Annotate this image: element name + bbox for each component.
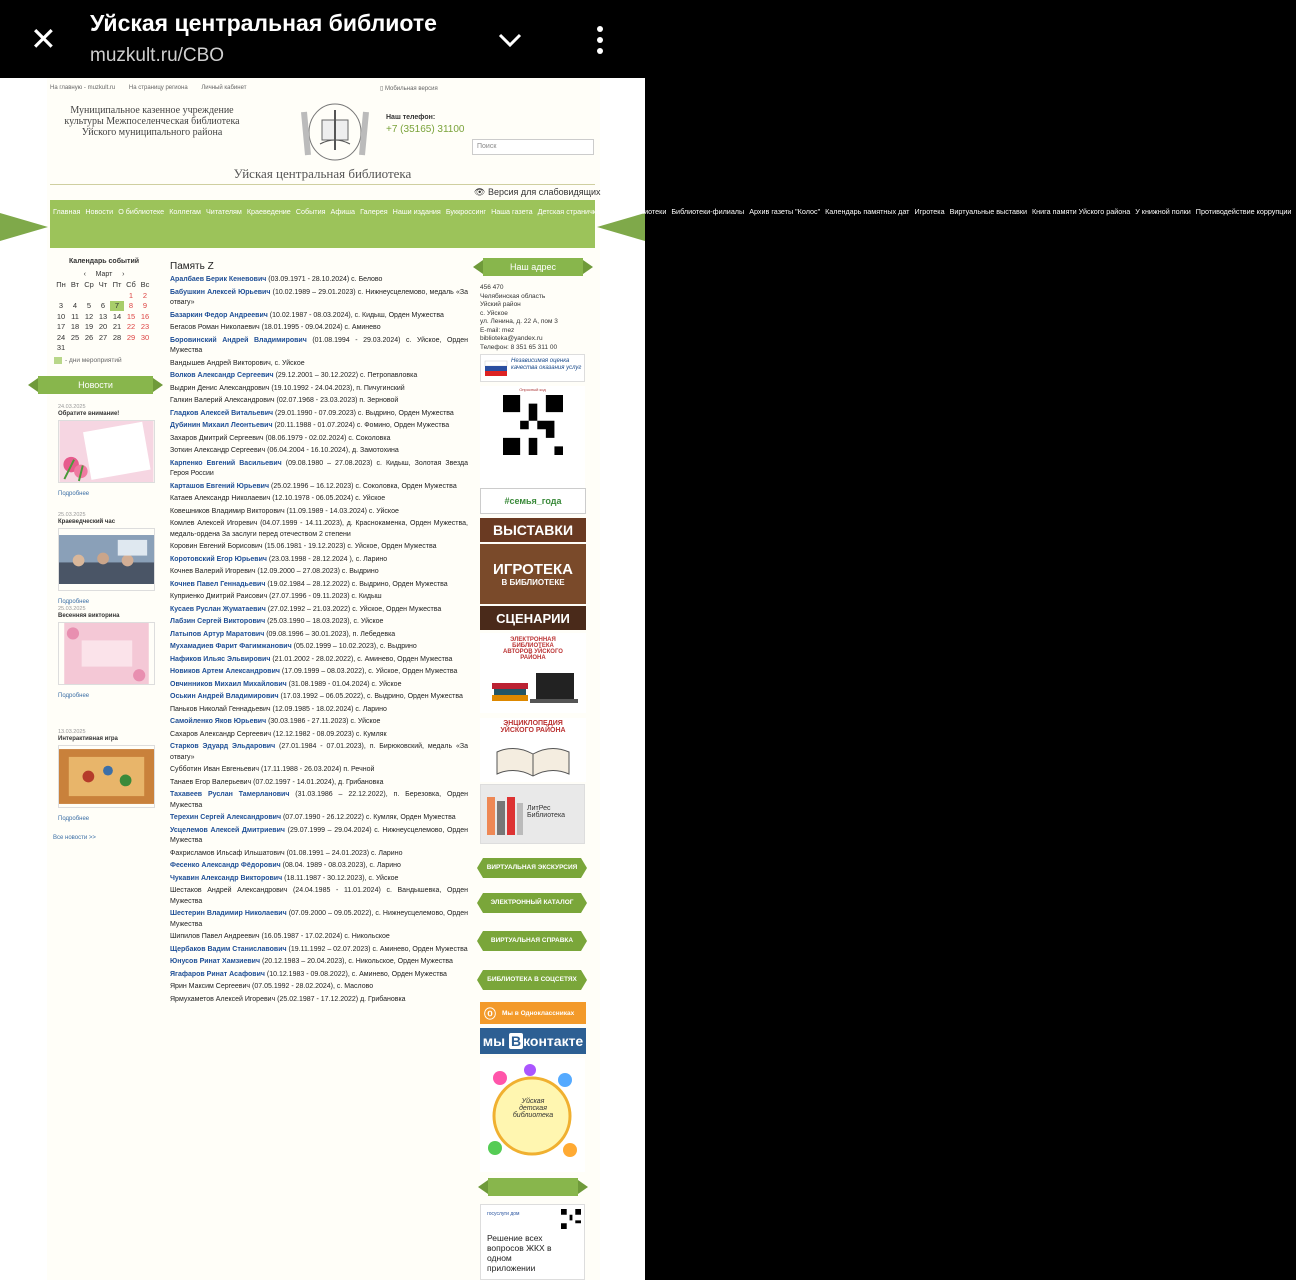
entry-details: Субботин Иван Евгеньевич (17.11.1988 - 26.03.2024) п. Речной: [170, 766, 375, 773]
person-link[interactable]: Старков Эдуард Эльдарович: [170, 743, 276, 750]
entry-details: (23.03.1998 - 28.12.2024 ), с. Ларино: [266, 555, 388, 563]
memorial-entry: [170, 519, 468, 540]
entry-details: Захаров Дмитрий Сергеевич (08.06.1979 - 02.02.2024) с. Соколовка: [170, 434, 391, 442]
entry-details: Шестаков Андрей Александрович (24.04.1985 - 11.01.2024) с. Вандышевка, Орден Мужества: [170, 887, 468, 905]
person-link[interactable]: Лабзин Сергей Викторович: [170, 618, 266, 625]
link-muzkult[interactable]: На главную - muzkult.ru: [50, 85, 116, 91]
person-link[interactable]: Усцелемов Алексей Дмитриевич: [170, 826, 285, 834]
memorial-entry: [170, 861, 468, 872]
calendar-day[interactable]: 2: [142, 290, 148, 300]
entry-details: (17.09.1999 – 08.03.2022), с. Уйское, Орден Мужества: [279, 668, 458, 675]
vk-banner[interactable]: мы В контакте: [480, 1028, 586, 1054]
person-link[interactable]: Дубинин Михаил Леонтьевич: [170, 422, 273, 429]
calendar-weekday: Ср: [84, 280, 94, 289]
entry-details: Сахаров Александр Сергеевич (12.12.1982 - 08.09.2023) с. Кумляк: [170, 730, 387, 738]
news-image-class[interactable]: [58, 528, 155, 591]
link-cabinet[interactable]: Личный кабинет: [201, 85, 247, 91]
calendar-month[interactable]: ‹ Март ›: [83, 271, 125, 278]
calendar-day[interactable]: 23: [140, 322, 150, 331]
calendar-day[interactable]: 30: [140, 332, 150, 342]
memorial-entry: [170, 778, 468, 789]
memorial-entry: [170, 630, 468, 641]
calendar-day[interactable]: 13: [98, 311, 108, 321]
entry-details: (25.02.1996 – 16.12.2023) с. Соколовка, Орден Мужества: [269, 482, 457, 490]
entry-details: Фахрисламов Ильсаф Ильшатович (01.08.1991 – 24.01.2023) с. Ларино: [170, 849, 403, 857]
memorial-entry: [170, 580, 468, 591]
person-link[interactable]: Кочнев Павел Геннадьевич: [170, 580, 266, 588]
nav-item[interactable]: Детская страничка: [537, 207, 601, 216]
memorial-entry: [170, 957, 468, 968]
nav-item[interactable]: Афиша: [330, 207, 356, 216]
calendar-day[interactable]: 5: [86, 301, 92, 310]
close-icon[interactable]: ✕: [30, 21, 57, 57]
gosuslugi-banner[interactable]: госуслуги дом Решение всех вопросов ЖКХ в одном приложении: [480, 1204, 585, 1280]
memorial-entry: [170, 813, 468, 824]
calendar-day[interactable]: 14: [112, 311, 122, 321]
memorial-entry: [170, 359, 468, 370]
person-link[interactable]: Карпенко Евгений Васильевич: [170, 459, 282, 467]
memorial-entry: [170, 742, 468, 763]
entry-details: (21.01.2002 - 28.02.2022), с. Аминево, Орден Мужества: [270, 655, 453, 663]
entry-details: (30.03.1986 - 27.11.2023) с. Уйское: [266, 718, 381, 725]
calendar-day[interactable]: 19: [84, 322, 94, 331]
memorial-entry: [170, 717, 468, 728]
entry-details: Галкин Валерий Александрович (02.07.1968 - 23.03.2023) п. Зерновой: [170, 397, 399, 404]
mobile-version-link[interactable]: ▯ Мобильная версия: [380, 86, 438, 92]
person-link[interactable]: Юнусов Ринат Хамзиевич: [170, 958, 261, 965]
encyclopedia-banner[interactable]: ЭНЦИКЛОПЕДИЯ УЙСКОГО РАЙОНА: [480, 718, 586, 782]
memorial-entry: [170, 567, 468, 578]
entry-details: Ярмухаметов Алексей Игоревич (25.02.1987 - 17.12.2022) д. Грибановка: [170, 995, 406, 1003]
chevron-down-icon[interactable]: [497, 27, 523, 53]
calendar-day[interactable]: 26: [84, 332, 94, 342]
person-link[interactable]: Тахавеев Руслан Тамерланович: [170, 791, 290, 798]
calendar-day[interactable]: 11: [71, 311, 79, 321]
memorial-entry: [170, 705, 468, 716]
calendar-weekday: Пн: [56, 280, 66, 289]
calendar-day: [68, 291, 82, 301]
entry-details: (18.11.1987 - 30.12.2023), с. Уйское: [282, 874, 399, 882]
entry-details: (08.04. 1989 - 08.03.2023), с. Ларино: [280, 862, 401, 869]
news-image-game[interactable]: [58, 745, 155, 808]
browser-toolbar: [0, 0, 645, 78]
entry-details: (17.03.1992 – 06.05.2022), с. Выдрино, Орден Мужества: [278, 693, 463, 700]
memorial-entry: [170, 849, 468, 860]
entry-details: Кочнев Валерий Игоревич (12.09.2000 – 27.08.2023) с. Выдрино: [170, 568, 379, 575]
memorial-entry: [170, 288, 468, 309]
calendar-day[interactable]: 17: [56, 322, 66, 331]
entry-details: (31.03.1986 – 22.12.2022), п. Березовка, Орден Мужества: [170, 791, 468, 809]
memorial-entry: [170, 655, 468, 666]
entry-details: (07.07.1990 - 26.12.2022) с. Кумляк, Орден Мужества: [281, 814, 456, 821]
memorial-entry: [170, 421, 468, 432]
calendar-day: [110, 291, 124, 301]
memorial-entry: [170, 555, 468, 566]
news-image-spring-quiz[interactable]: [58, 622, 155, 685]
memorial-entry: [170, 384, 468, 395]
entry-details: (20.12.1983 – 20.04.2023), с. Никольское, Орден Мужества: [260, 958, 453, 965]
entry-details: (19.02.1984 – 28.12.2022) с. Выдрино, Орден Мужества: [265, 580, 448, 588]
calendar-day[interactable]: 25: [70, 332, 80, 342]
phone-label: Наш телефон:: [386, 114, 436, 121]
nav-item[interactable]: Музей библиотеки: [605, 207, 667, 216]
nav-item[interactable]: Книга памяти Уйского района: [1031, 207, 1131, 216]
memorial-entry: [170, 459, 468, 480]
gosuslugi-qr-icon: [561, 1209, 581, 1229]
address-line: Уйский район: [480, 301, 521, 308]
news-item[interactable]: 13.03.2025 Интерактивная игра Подробнее: [58, 729, 158, 822]
news-item[interactable]: 25.03.2025 Весенняя викторина Подробнее: [58, 606, 158, 699]
person-link[interactable]: Коротовский Егор Юрьевич: [170, 555, 267, 563]
news-item[interactable]: 24.03.2025 Обратите внимание! Подробнее: [58, 404, 158, 497]
calendar-day[interactable]: 1: [128, 290, 134, 300]
calendar-weekday: Вс: [140, 280, 150, 289]
memorial-entry: [170, 311, 468, 322]
person-link[interactable]: Аралбаев Берик Кеневович: [170, 276, 267, 283]
scenarios-banner[interactable]: СЦЕНАРИИ: [480, 606, 586, 630]
e-catalog-button[interactable]: ЭЛЕКТРОННЫЙ КАТАЛОГ: [483, 893, 581, 913]
phone-icon: ▯: [380, 86, 385, 92]
memorial-entry: [170, 275, 468, 286]
entry-details: (25.03.1990 – 18.03.2023), с. Уйское: [265, 618, 384, 625]
person-link[interactable]: Мухамадиев Фарит Фагимжанович: [170, 643, 292, 650]
entry-details: Куприенко Дмитрий Раисович (27.07.1996 - 09.11.2023) с. Кидыш: [170, 593, 382, 600]
calendar-day[interactable]: 8: [128, 301, 134, 310]
memorial-entry: [170, 434, 468, 445]
calendar-day[interactable]: 6: [100, 301, 106, 310]
e-library-banner[interactable]: ЭЛЕКТРОННАЯ БИБЛИОТЕКА АВТОРОВ УЙСКОГО РАЙОНА: [480, 633, 586, 713]
news-item[interactable]: 25.03.2025 Краеведческий час Подробнее: [58, 512, 158, 605]
main-content: [170, 261, 468, 1007]
nav-item[interactable]: Наша газета: [491, 207, 533, 216]
person-link[interactable]: Карташов Евгений Юрьевич: [170, 482, 270, 490]
memorial-entry: [170, 494, 468, 505]
nav-item[interactable]: Наши издания: [392, 207, 441, 216]
address-line: biblioteka@yandex.ru: [480, 335, 543, 342]
entry-details: (03.09.1971 - 28.10.2024) с. Белово: [266, 276, 383, 283]
calendar-day[interactable]: 15: [126, 311, 136, 321]
memorial-entry: [170, 909, 468, 930]
kids-library-banner[interactable]: Уйская детская библиотека: [480, 1058, 585, 1172]
ok-banner[interactable]: ⓞ Мы в Одноклассниках: [480, 1002, 586, 1024]
entry-details: (19.11.1992 – 02.07.2023) с. Аминево, Орден Мужества: [286, 945, 468, 953]
memorial-entry: [170, 730, 468, 741]
web-page: [0, 78, 1292, 1280]
entry-details: (27.01.1984 - 07.01.2023), п. Бирюковский, медаль «За отвагу»: [170, 743, 468, 761]
exhibitions-banner[interactable]: ВЫСТАВКИ: [480, 518, 586, 542]
calendar-title: Календарь событий: [68, 258, 140, 265]
entry-details: (10.02.1989 – 29.01.2023) с. Нижнеусцелемово, медаль «За отвагу»: [170, 288, 468, 306]
entry-details: (29.01.1990 - 07.09.2023) с. Выдрино, Орден Мужества: [273, 409, 454, 417]
nav-item[interactable]: Буккроссинг: [445, 207, 487, 216]
nav-item[interactable]: Новости: [85, 207, 114, 216]
person-link[interactable]: Щербаков Вадим Станиславович: [170, 945, 287, 953]
entry-details: Ярин Максим Сергеевич (07.05.1992 - 28.02.2024), с. Маслово: [170, 983, 374, 990]
entry-details: Катаев Александр Николаевич (12.10.1978 - 06.05.2024) с. Уйское: [170, 495, 386, 502]
address-line: с. Уйское: [480, 309, 508, 317]
calendar-day[interactable]: 31: [56, 343, 66, 352]
calendar-day[interactable]: 18: [70, 322, 80, 331]
russia-flag-icon: [483, 356, 509, 382]
memorial-entry: [170, 680, 468, 691]
link-region[interactable]: На страницу региона: [128, 85, 188, 91]
nav-item[interactable]: Коллегам: [169, 207, 202, 216]
site-title: Уйская центральная библиотека: [233, 166, 412, 181]
memorial-entry: [170, 765, 468, 776]
entry-details: Коровин Евгений Борисович (15.06.1981 - 19.12.2023) с. Уйское, Орден Мужества: [170, 543, 437, 550]
entry-details: Вандышев Андрей Викторович, с. Уйское: [170, 359, 305, 367]
nav-item[interactable]: У книжной полки: [1135, 207, 1191, 216]
search-input[interactable]: Поиск: [472, 139, 594, 155]
memorial-entry: [170, 874, 468, 885]
qr-code-icon: [503, 395, 563, 455]
person-link[interactable]: Латыпов Артур Маратович: [170, 630, 265, 638]
calendar-day[interactable]: 12: [84, 311, 94, 321]
entry-details: Ковешников Владимир Викторович (11.09.1989 - 14.03.2024) с. Уйское: [170, 507, 399, 515]
open-book-icon: [495, 740, 571, 780]
calendar-day: [54, 291, 68, 301]
calendar-weekday: Чт: [98, 280, 108, 289]
calendar-day: [82, 291, 96, 301]
calendar-day[interactable]: 10: [56, 311, 66, 321]
memorial-entry: [170, 692, 468, 703]
calendar-day[interactable]: 16: [140, 311, 150, 321]
person-link[interactable]: Самойленко Яков Юрьевич: [170, 718, 267, 725]
entry-details: (09.08.1980 – 27.08.2023) с. Кидыш, Золотая Звезда Героя России: [170, 459, 468, 477]
igroteka-banner[interactable]: ИГРОТЕКА В БИБЛИОТЕКЕ: [480, 544, 586, 604]
entry-details: Танаев Егор Валерьевич (07.02.1997 - 14.01.2024), д. Грибановка: [170, 778, 384, 786]
person-link[interactable]: Ягафаров Ринат Асафович: [170, 970, 265, 978]
entry-details: (09.08.1996 – 30.01.2023), п. Лебедевка: [264, 630, 396, 638]
person-link[interactable]: Фесенко Александр Фёдорович: [170, 862, 281, 869]
low-vision-link[interactable]: 👁 Версия для слабовидящих: [474, 187, 601, 197]
all-news-link[interactable]: Все новости >>: [53, 835, 96, 841]
entry-details: (29.07.1999 – 29.04.2024) с. Нижнеусцелемово, Орден Мужества: [170, 826, 468, 844]
quality-banner[interactable]: Независимая оценка качества оказания услуг: [480, 354, 585, 382]
ok-icon: ⓞ: [484, 1006, 497, 1021]
person-link[interactable]: Гладков Алексей Витальевич: [170, 409, 274, 417]
nav-item[interactable]: Игротека: [914, 207, 945, 216]
calendar-weekday: Вт: [70, 280, 80, 289]
address-heading: Наш адрес: [483, 258, 583, 276]
entry-details: (10.02.1987 - 08.03.2024), с. Кидыш, Орден Мужества: [267, 311, 444, 319]
address-line: Телефон: 8 351 65 311 00: [480, 343, 558, 351]
url-label[interactable]: muzkult.ru/CBO: [90, 45, 225, 66]
litres-banner[interactable]: ЛитРес Библиотека: [480, 784, 585, 844]
memorial-entry: [170, 507, 468, 518]
person-link[interactable]: Волков Александр Сергеевич: [170, 372, 274, 379]
person-link[interactable]: Нафиков Ильяс Эльвирович: [170, 655, 271, 663]
laptop-books-icon: [490, 669, 580, 711]
entry-details: Выдрин Денис Александрович (19.10.1992 - 24.04.2023), п. Пичугинский: [170, 384, 405, 392]
memorial-entry: [170, 409, 468, 420]
calendar-day[interactable]: 7: [110, 301, 124, 311]
nav-item[interactable]: Календарь памятных дат: [825, 207, 910, 216]
calendar-day[interactable]: 21: [112, 322, 122, 331]
qr-code-box[interactable]: Опросный код: [480, 386, 585, 492]
address-line: E-mail: mez: [480, 326, 515, 334]
memorial-entry: [170, 396, 468, 407]
person-link[interactable]: Оськин Андрей Владимирович: [170, 693, 279, 700]
calendar-day[interactable]: 3: [58, 301, 64, 310]
family-year-banner[interactable]: #семья_года: [480, 488, 586, 514]
address-line: ул. Ленина, д. 22 А, пом 3: [480, 318, 558, 325]
calendar-day[interactable]: 20: [98, 322, 108, 331]
entry-details: (20.11.1988 - 01.07.2024) с. Фомино, Орден Мужества: [272, 422, 450, 429]
nav-item[interactable]: Читателям: [206, 207, 242, 216]
nav-item[interactable]: О библиотеке: [118, 207, 165, 216]
entry-details: (10.12.1983 - 09.08.2022), с. Аминево, Орден Мужества: [264, 970, 447, 978]
calendar-weekday: Сб: [126, 280, 136, 289]
calendar-day[interactable]: 22: [126, 322, 136, 331]
virtual-tour-button[interactable]: ВИРТУАЛЬНАЯ ЭКСКУРСИЯ: [483, 858, 581, 878]
calendar-weekday: Пт: [112, 280, 122, 289]
news-heading: Новости: [38, 376, 153, 394]
phone-number[interactable]: +7 (35165) 31100: [386, 124, 465, 135]
entry-details: Паньков Николай Геннадьевич (12.09.1985 - 18.02.2024) с. Ларино: [170, 705, 387, 713]
person-link[interactable]: Овчинников Михаил Михайлович: [170, 680, 287, 688]
memorial-entry: [170, 446, 468, 457]
books-icon: [485, 795, 525, 837]
memorial-entry: [170, 995, 468, 1006]
calendar-day[interactable]: 28: [112, 332, 122, 342]
calendar-legend: - дни мероприятий: [54, 357, 154, 364]
entry-details: (29.12.2001 – 30.12.2022) с. Петропавловка: [273, 372, 418, 379]
memorial-entry: [170, 605, 468, 616]
memorial-entry: [170, 542, 468, 553]
person-link[interactable]: Шестерин Владимир Николаевич: [170, 910, 287, 917]
nav-item[interactable]: Главная: [53, 207, 81, 216]
nav-item[interactable]: Архив газеты "Колос": [749, 207, 821, 216]
memorial-entry: [170, 945, 468, 956]
library-logo[interactable]: [290, 100, 380, 164]
memorial-entry: [170, 826, 468, 847]
calendar-day[interactable]: 4: [72, 301, 78, 310]
entry-details: (01.08.1994 - 29.03.2024) с. Уйское, Орден Мужества: [170, 336, 468, 354]
eye-icon: 👁: [474, 187, 488, 197]
nav-item[interactable]: События: [295, 207, 326, 216]
nav-item[interactable]: Противодействие коррупции: [1195, 207, 1292, 216]
entry-details: (05.02.1999 – 10.02.2023), с. Выдрино: [291, 643, 417, 650]
entry-details: (07.09.2000 – 09.05.2022), с. Нижнеусцелемово, Орден Мужества: [170, 910, 468, 928]
calendar-day[interactable]: 29: [126, 332, 136, 342]
entry-details: Шипилов Павел Андреевич (16.05.1987 - 17.02.2024) с. Никольское: [170, 933, 390, 940]
vk-icon: В: [510, 1033, 522, 1049]
memorial-entry: [170, 323, 468, 334]
memorial-entry: [170, 482, 468, 493]
memorial-entry: [170, 592, 468, 603]
utility-links: [50, 85, 258, 91]
virtual-reference-button[interactable]: ВИРТУАЛЬНАЯ СПРАВКА: [483, 931, 581, 951]
memorial-entry: [170, 790, 468, 811]
memorial-entry: [170, 982, 468, 993]
main-nav: [50, 200, 1292, 248]
address-line: Челябинская область: [480, 292, 546, 300]
person-link[interactable]: Бабушкин Алексей Юрьевич: [170, 288, 271, 296]
calendar-day[interactable]: 24: [56, 332, 66, 342]
address-line: 456 470: [480, 284, 504, 291]
entry-details: (27.02.1992 – 21.03.2022) с. Уйское, Орден Мужества: [265, 605, 442, 613]
org-name: Муниципальное казенное учреждение культуры Межпоселенческая библиотека Уйского муниципального района: [64, 105, 240, 138]
memorial-entry: [170, 932, 468, 943]
memorial-entry: [170, 667, 468, 678]
person-link[interactable]: Базаркин Федор Андреевич: [170, 311, 268, 319]
entry-details: Бегасов Роман Николаевич (18.01.1995 - 09.04.2024) с. Аминево: [170, 324, 381, 331]
nav-item[interactable]: Виртуальные выставки: [949, 207, 1027, 216]
memorial-entry: [170, 617, 468, 628]
calendar-day: [96, 291, 110, 301]
nav-item[interactable]: Краеведение: [246, 207, 291, 216]
memorial-entry: [170, 970, 468, 981]
person-link[interactable]: Чукавин Александр Викторович: [170, 874, 283, 882]
entry-details: Зоткин Александр Сергеевич (06.04.2004 - 16.10.2024), д. Замотохина: [170, 447, 399, 454]
memorial-entry: [170, 371, 468, 382]
memorial-entry: [170, 886, 468, 907]
content-title: Память Z: [170, 261, 214, 272]
news-image-tulips[interactable]: [58, 420, 155, 483]
page-title: Уйская центральная библиоте: [90, 10, 437, 36]
events-calendar: [54, 258, 154, 364]
nav-item[interactable]: Галерея: [360, 207, 388, 216]
entry-details: Комлев Алексей Игоревич (04.07.1999 - 14.11.2023), д. Краснокаменка, Орден Мужества, медаль-ордена За заслуги перед отечеством 2 степени: [170, 520, 468, 538]
calendar-day[interactable]: 27: [98, 332, 108, 342]
more-options-icon[interactable]: [590, 24, 610, 56]
social-networks-button[interactable]: БИБЛИОТЕКА В СОЦСЕТЯХ: [483, 970, 581, 990]
person-link[interactable]: Боровинский Андрей Владимирович: [170, 336, 307, 344]
memorial-entry: [170, 642, 468, 653]
person-link[interactable]: Терехин Сергей Александрович: [170, 814, 282, 821]
person-link[interactable]: Кусаев Руслан Жуматаевич: [170, 605, 266, 613]
entry-details: (31.08.1989 - 01.04.2024) с. Уйское: [286, 680, 402, 688]
bottom-ribbon: [488, 1178, 578, 1196]
address-block: [480, 258, 595, 352]
calendar-day[interactable]: 9: [142, 301, 148, 310]
nav-item[interactable]: Библиотеки-филиалы: [671, 207, 745, 216]
memorial-entry: [170, 336, 468, 357]
person-link[interactable]: Новиков Артем Александрович: [170, 668, 280, 675]
